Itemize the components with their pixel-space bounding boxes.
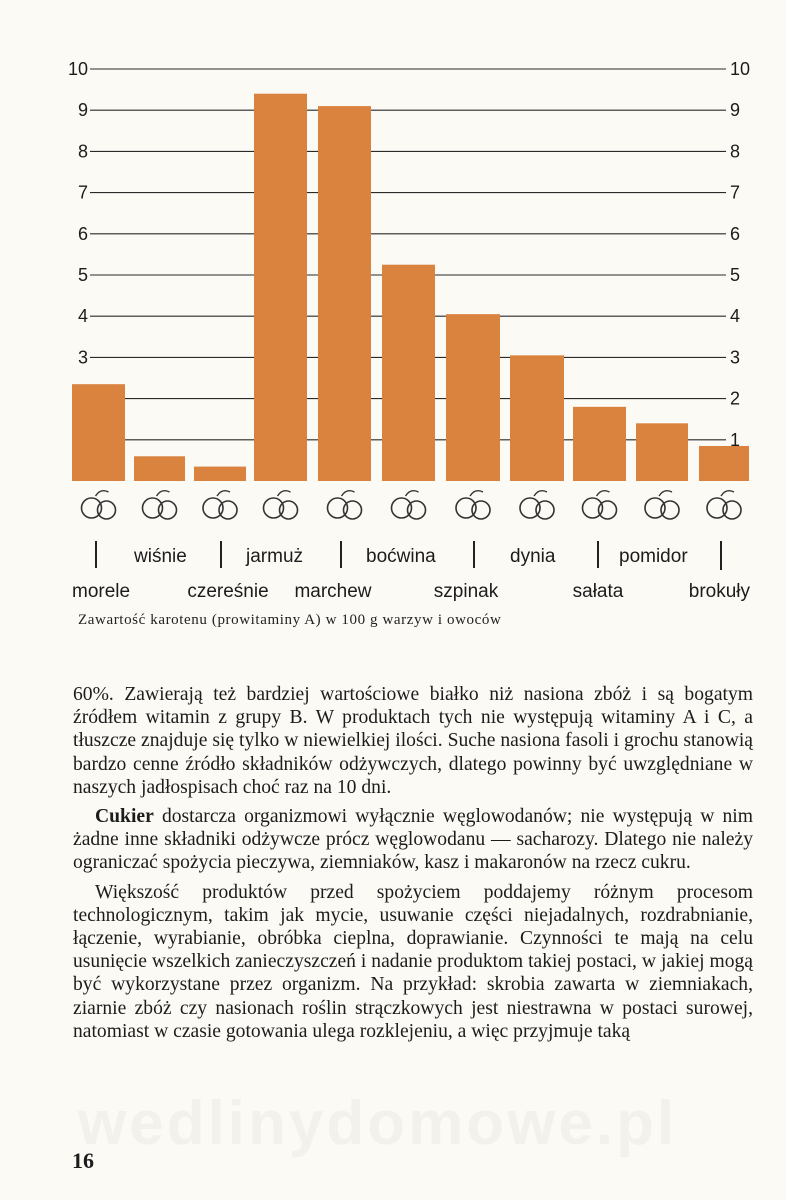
paragraph-processing: Większość produktów przed spożyciem poddajemy różnym procesom technologicznym, takim jak mycie, usuwanie części niejadalnych, rozdrabnianie, łączenie, wyrabianie, obróbka cieplna, doprawianie. Czynności te mają na celu usunięcie wszelkich zanieczyszczeń i nadanie produktom takiej postaci, w jakiej mogą być wykorzystane przez organizm. Na przykład: skrobia zawarta w ziemniakach, ziarnie zbóż czy nasionach roślin strączkowych jest niestrawna w postaci surowej, natomiast w czasie gotowania ulega rozklejeniu, a więc przyjmuje taką xyxy=(73,881,753,1042)
bar-8 xyxy=(573,407,626,481)
y-tick-left: 9 xyxy=(77,100,88,121)
chart-caption: Zawartość karotenu (prowitaminy A) w 100 g warzyw i owoców xyxy=(78,612,502,628)
icon-outline xyxy=(219,501,237,519)
bar-6 xyxy=(446,314,500,481)
y-tick-right: 7 xyxy=(730,182,741,203)
vegetable-icon xyxy=(264,491,298,519)
category-label: brokuły xyxy=(688,581,750,602)
vegetable-icon xyxy=(456,491,490,519)
icon-outline xyxy=(661,501,679,519)
icon-stem xyxy=(721,491,734,496)
bar-1 xyxy=(134,456,185,481)
category-label: jarmuż xyxy=(246,546,304,567)
icon-stem xyxy=(406,491,419,496)
vegetable-icon xyxy=(328,491,362,519)
bar-10 xyxy=(699,446,749,481)
vegetable-icons xyxy=(82,491,742,519)
icon-stem xyxy=(659,491,672,496)
vegetable-icon xyxy=(203,491,237,519)
y-tick-right: 4 xyxy=(730,306,741,327)
y-tick-right: 3 xyxy=(730,347,741,368)
y-tick-right: 8 xyxy=(730,141,741,162)
icon-stem xyxy=(157,491,170,496)
body-text xyxy=(73,683,753,1043)
icon-outline xyxy=(723,501,741,519)
icon-outline xyxy=(599,501,617,519)
icon-outline xyxy=(536,501,554,519)
bar-9 xyxy=(636,423,688,481)
icon-stem xyxy=(278,491,291,496)
y-tick-right: 2 xyxy=(730,388,741,409)
vegetable-icon xyxy=(520,491,554,519)
y-tick-right: 1 xyxy=(730,429,741,450)
icon-stem xyxy=(534,491,547,496)
y-tick-right: 9 xyxy=(730,100,741,121)
bar-3 xyxy=(254,94,307,481)
icon-stem xyxy=(342,491,355,496)
category-label: szpinak xyxy=(433,581,499,602)
vegetable-icon xyxy=(82,491,116,519)
category-label: czereśnie xyxy=(187,581,269,602)
icon-outline xyxy=(472,501,490,519)
watermark: wedlinydomowe.pl xyxy=(78,1089,678,1158)
bar-4 xyxy=(318,106,371,481)
y-tick-left: 3 xyxy=(77,347,88,368)
category-label: morele xyxy=(72,581,131,602)
icon-outline xyxy=(344,501,362,519)
paragraph-sugar xyxy=(73,805,753,875)
category-label: pomidor xyxy=(619,546,688,567)
icon-outline xyxy=(98,501,116,519)
bar-5 xyxy=(382,265,435,481)
bar-0 xyxy=(72,384,125,481)
y-tick-left: 4 xyxy=(77,306,88,327)
icon-outline xyxy=(280,501,298,519)
category-label: sałata xyxy=(572,581,624,602)
icon-stem xyxy=(217,491,230,496)
vegetable-icon xyxy=(645,491,679,519)
vegetable-icon xyxy=(143,491,177,519)
y-tick-left: 7 xyxy=(77,182,88,203)
page-number: 16 xyxy=(72,1148,94,1173)
vegetable-icon xyxy=(392,491,426,519)
category-label: wiśnie xyxy=(134,546,187,567)
bar-7 xyxy=(510,355,564,481)
y-tick-left: 8 xyxy=(77,141,88,162)
paragraph-legumes: 60%. Zawierają też bardziej wartościowe białko niż nasiona zbóż i są bogatym źródłem witamin z grupy B. W produktach tych nie występują witaminy A i C, a tłuszcze znajduje się tylko w niewielkiej ilości. Suche nasiona fasoli i grochu stanowią bardzo cenne źródło składników odżywczych, dlatego powinny być uwzględniane w naszych jadłospisach choć raz na 10 dni. xyxy=(73,684,753,798)
icon-stem xyxy=(597,491,610,496)
y-tick-right: 5 xyxy=(730,265,741,285)
y-tick-left: 6 xyxy=(77,223,88,244)
category-label: marchew xyxy=(294,581,372,602)
y-tick-left: 5 xyxy=(77,265,88,285)
paragraph-sugar-text: dostarcza organizmowi wyłącznie węglowodanów; nie występują w nim żadne inne składniki odżywcze prócz węglowodanu — sacharozy. Dlatego nie należy ograniczać spożycia pieczywa, ziemniaków, kasz i makaronów na rzecz cukru. xyxy=(73,806,753,874)
category-label: boćwina xyxy=(366,546,436,567)
chart-category-labels xyxy=(72,541,750,602)
icon-stem xyxy=(470,491,483,496)
bar-2 xyxy=(194,467,246,481)
category-label: dynia xyxy=(510,546,556,567)
vegetable-icon xyxy=(707,491,741,519)
y-tick-right: 10 xyxy=(730,59,751,79)
icon-outline xyxy=(159,501,177,519)
term-sugar: Cukier xyxy=(95,806,154,828)
y-tick-left: 10 xyxy=(67,59,88,79)
vegetable-icon xyxy=(583,491,617,519)
icon-outline xyxy=(408,501,426,519)
icon-stem xyxy=(96,491,109,496)
y-tick-right: 6 xyxy=(730,223,741,244)
